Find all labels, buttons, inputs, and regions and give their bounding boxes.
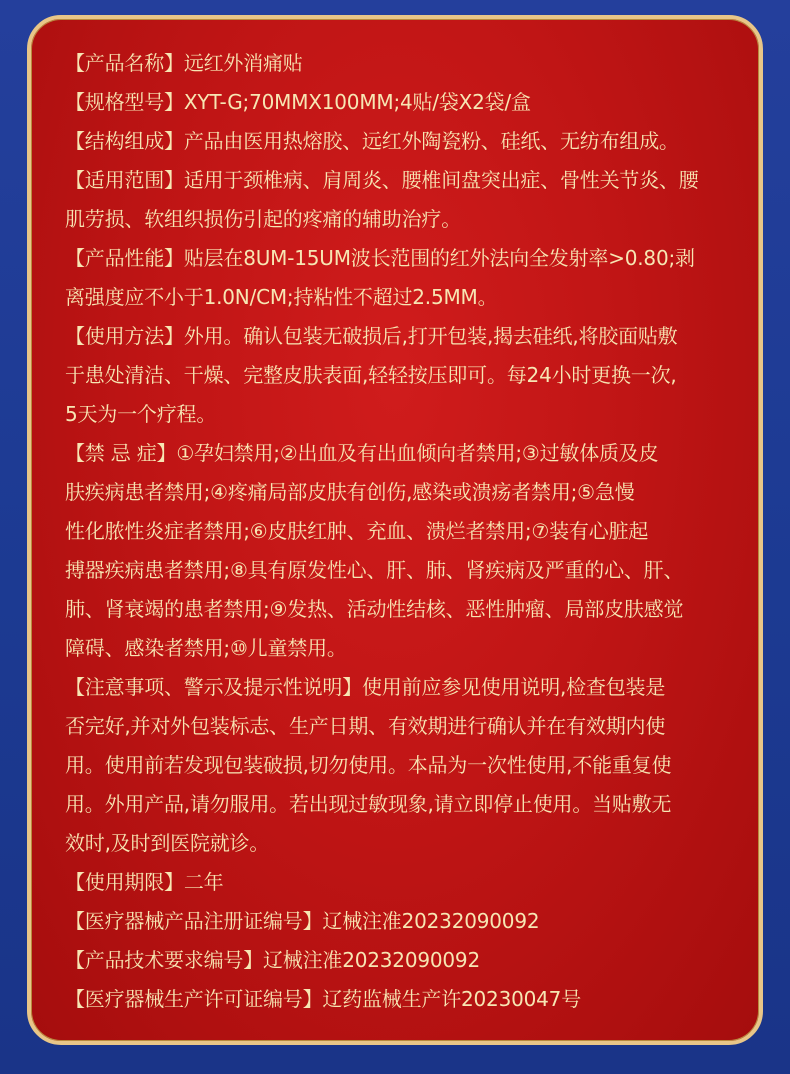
section-product-name [65, 44, 745, 83]
section-label: 【产品技术要求编号】 [65, 948, 263, 972]
section-label: 【医疗器械产品注册证编号】 [65, 909, 323, 933]
section-structure [65, 122, 745, 161]
section-text: 产品由医用热熔胶、远红外陶瓷粉、硅纸、无纺布组成。 [183, 129, 679, 153]
section-label: 【注意事项、警示及提示性说明】 [65, 675, 362, 699]
section-text: 适用于颈椎病、肩周炎、腰椎间盘突出症、骨性关节炎、腰 肌劳损、软组织损伤引起的疼痛的辅助治疗。 [65, 168, 699, 231]
product-info [65, 44, 745, 1019]
section-label: 【产品性能】 [65, 246, 184, 270]
section-label: 【产品名称】 [65, 51, 184, 75]
section-text: 贴层在8UM-15UM波长范围的红外法向全发射率>0.80;剥 离强度应不小于1.0N/CM;持粘性不超过2.5MM。 [65, 246, 695, 309]
section-text: XYT-G;70MMX100MM;4贴/袋X2袋/盒 [183, 90, 531, 114]
section-text: 外用。确认包装无破损后,打开包装,揭去硅纸,将胶面贴敷 于患处清洁、干燥、完整皮肤表面,轻轻按压即可。每24小时更换一次, 5天为一个疗程。 [65, 324, 678, 426]
section-performance [65, 239, 745, 317]
section-text: 远红外消痛贴 [183, 51, 303, 75]
section-usage [65, 317, 745, 434]
section-shelf-life [65, 863, 745, 902]
section-label: 【适用范围】 [65, 168, 184, 192]
section-text: 辽械注准20232090092 [322, 909, 540, 933]
section-label: 【禁 忌 症】 [65, 441, 177, 465]
section-label: 【使用期限】 [65, 870, 184, 894]
section-label: 【规格型号】 [65, 90, 184, 114]
section-label: 【使用方法】 [65, 324, 184, 348]
section-scope [65, 161, 745, 239]
section-text: ①孕妇禁用;②出血及有出血倾向者禁用;③过敏体质及皮 肤疾病患者禁用;④疼痛局部皮肤有创伤,感染或溃疡者禁用;⑤急慢 性化脓性炎症者禁用;⑥皮肤红肿、充血、溃烂者禁用;⑦装有心脏起 搏器疾病患者禁用;⑧具有原发性心、肝、肺、肾疾病及严重的心、肝、 肺、肾衰竭的患者禁用;⑨发热、活动性结核、恶性肿瘤、局部皮肤感觉 障碍、感染者禁用;⑩儿童禁用。 [65, 441, 684, 660]
section-spec-model [65, 83, 745, 122]
section-technical-requirement-number [65, 941, 745, 980]
section-label: 【医疗器械生产许可证编号】 [65, 987, 323, 1011]
section-precautions [65, 668, 745, 863]
section-text: 二年 [183, 870, 224, 894]
section-production-license-number [65, 980, 745, 1019]
section-text: 辽械注准20232090092 [263, 948, 480, 972]
section-label: 【结构组成】 [65, 129, 184, 153]
section-registration-number [65, 902, 745, 941]
section-text: 辽药监械生产许20230047号 [322, 987, 582, 1011]
section-contraindications [65, 434, 745, 668]
section-text: 使用前应参见使用说明,检查包装是 否完好,并对外包装标志、生产日期、有效期进行确认并在有效期内使 用。使用前若发现包装破损,切勿使用。本品为一次性使用,不能重复使 用。外用产品,请勿服用。若出现过敏现象,请立即停止使用。当贴敷无 效时,及时到医院就诊。 [65, 675, 672, 855]
